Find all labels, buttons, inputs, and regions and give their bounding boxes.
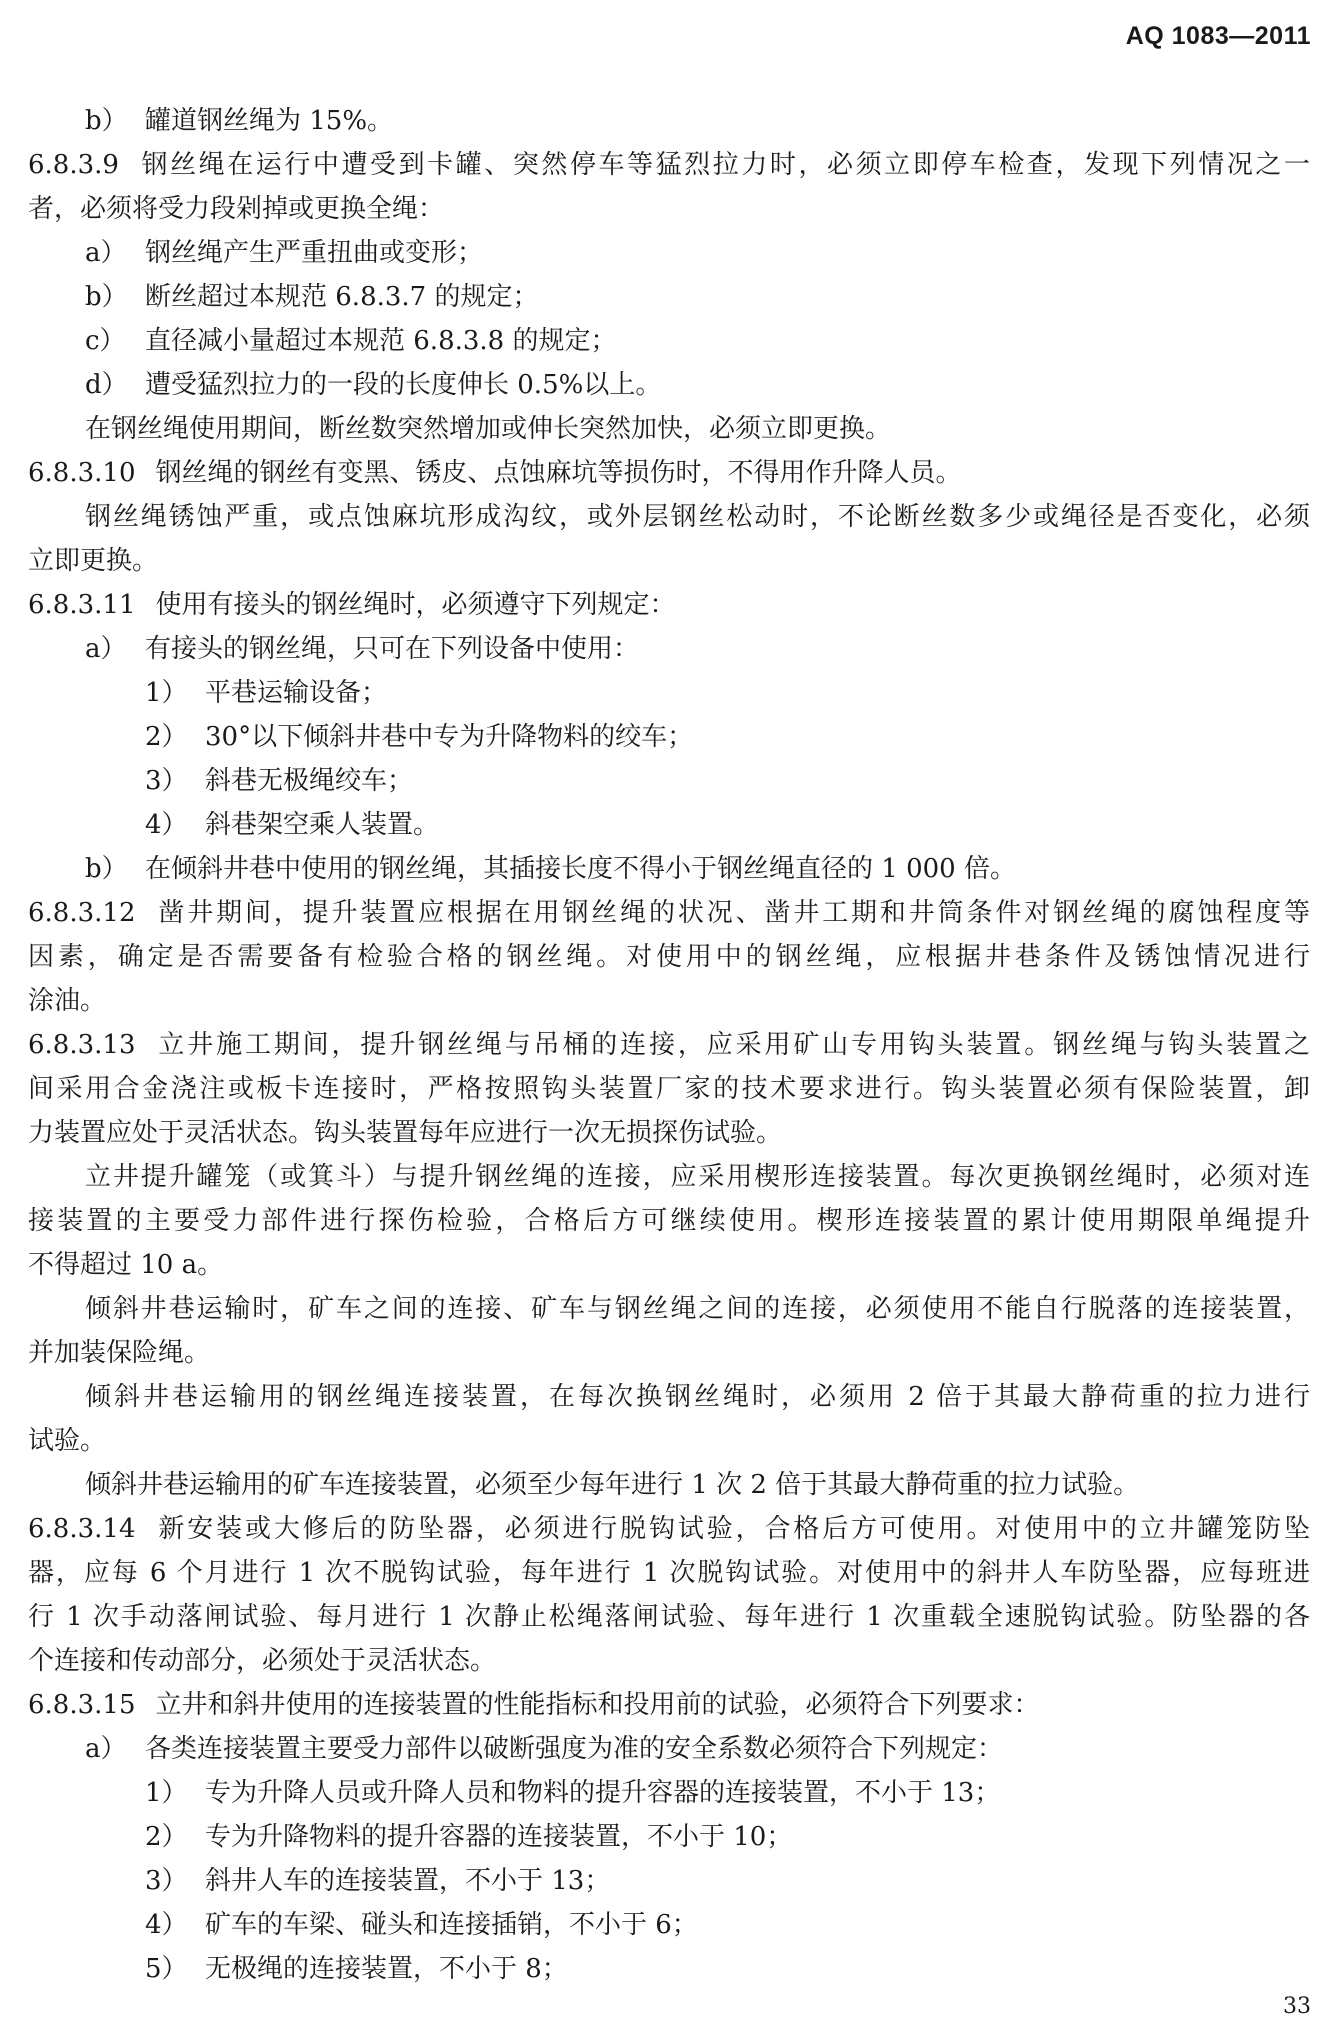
item-text: 专为升降人员或升降人员和物料的提升容器的连接装置，不小于 13； — [205, 1778, 1001, 1808]
item-label: c） — [85, 326, 126, 356]
item-text: 在倾斜井巷中使用的钢丝绳，其插接长度不得小于钢丝绳直径的 1 000 倍。 — [145, 854, 1016, 884]
list-item — [28, 759, 1310, 803]
section-number: 6.8.3.15 — [28, 1690, 136, 1720]
section-heading-line — [28, 143, 1310, 187]
item-text: 专为升降物料的提升容器的连接装置，不小于 10； — [205, 1822, 793, 1852]
item-label: 2） — [145, 722, 188, 752]
item-text: 有接头的钢丝绳，只可在下列设备中使用： — [145, 634, 640, 664]
item-label: b） — [85, 854, 128, 884]
section-heading-line — [28, 451, 1310, 495]
item-text: 斜巷架空乘人装置。 — [205, 810, 440, 840]
paragraph-text: 立井和斜井使用的连接装置的性能指标和投用前的试验，必须符合下列要求： — [155, 1690, 1040, 1720]
list-item — [28, 671, 1310, 715]
item-label: 1） — [145, 1778, 188, 1808]
paragraph-line: 试验。 — [28, 1426, 107, 1456]
section-number: 6.8.3.14 — [28, 1514, 136, 1544]
list-item — [28, 847, 1310, 891]
item-label: 2） — [145, 1822, 188, 1852]
list-item — [28, 1727, 1310, 1771]
paragraph-line: 器，应每 6 个月进行 1 次不脱钩试验，每年进行 1 次脱钩试验。对使用中的斜井人车防坠器，应每班进 — [28, 1558, 1310, 1588]
paragraph-line: 立即更换。 — [28, 546, 159, 576]
item-text: 30°以下倾斜井巷中专为升降物料的绞车； — [205, 722, 694, 752]
section-heading-line — [28, 1683, 1310, 1727]
paragraph-line: 间采用合金浇注或板卡连接时，严格按照钩头装置厂家的技术要求进行。钩头装置必须有保险装置，卸 — [28, 1074, 1310, 1104]
list-item — [28, 231, 1310, 275]
item-label: b） — [85, 106, 128, 136]
item-text: 斜井人车的连接装置，不小于 13； — [205, 1866, 611, 1896]
item-label: 5） — [145, 1954, 188, 1984]
item-label: 3） — [145, 766, 188, 796]
item-label: b） — [85, 282, 128, 312]
paragraph-line: 行 1 次手动落闸试验、每月进行 1 次静止松绳落闸试验、每年进行 1 次重载全速脱钩试验。防坠器的各 — [28, 1602, 1310, 1632]
paragraph-line: 倾斜井巷运输时，矿车之间的连接、矿车与钢丝绳之间的连接，必须使用不能自行脱落的连接装置， — [85, 1294, 1310, 1324]
section-number: 6.8.3.11 — [28, 590, 136, 620]
item-text: 矿车的车梁、碰头和连接插销，不小于 6； — [205, 1910, 698, 1940]
paragraph-line: 接装置的主要受力部件进行探伤检验，合格后方可继续使用。楔形连接装置的累计使用期限单绳提升 — [28, 1206, 1310, 1236]
paragraph-line: 不得超过 10 a。 — [28, 1250, 224, 1280]
item-text: 平巷运输设备； — [205, 678, 388, 708]
section-number: 6.8.3.13 — [28, 1030, 136, 1060]
paragraph-line: 者，必须将受力段剁掉或更换全绳： — [28, 194, 445, 224]
section-number: 6.8.3.9 — [28, 150, 119, 180]
item-label: a） — [85, 1734, 127, 1764]
list-item — [28, 1947, 1310, 1991]
paragraph-line: 涂油。 — [28, 986, 107, 1016]
document-code-header: AQ 1083—2011 — [1125, 22, 1311, 50]
item-text: 罐道钢丝绳为 15%。 — [145, 106, 394, 136]
list-item — [28, 99, 1310, 143]
item-text: 钢丝绳产生严重扭曲或变形； — [145, 238, 484, 268]
list-item — [28, 363, 1310, 407]
paragraph-line: 在钢丝绳使用期间，断丝数突然增加或伸长突然加快，必须立即更换。 — [85, 414, 892, 444]
paragraph-text: 钢丝绳在运行中遭受到卡罐、突然停车等猛烈拉力时，必须立即停车检查，发现下列情况之一 — [138, 150, 1310, 180]
item-label: 3） — [145, 1866, 188, 1896]
paragraph-text: 使用有接头的钢丝绳时，必须遵守下列规定： — [155, 590, 676, 620]
list-item — [28, 1815, 1310, 1859]
list-item — [28, 803, 1310, 847]
section-heading-line — [28, 1023, 1310, 1067]
section-heading-line — [28, 583, 1310, 627]
list-item — [28, 319, 1310, 363]
section-number: 6.8.3.12 — [28, 898, 136, 928]
item-label: 1） — [145, 678, 188, 708]
list-item — [28, 715, 1310, 759]
section-heading-line — [28, 891, 1310, 935]
list-item — [28, 627, 1310, 671]
paragraph-text: 钢丝绳的钢丝有变黑、锈皮、点蚀麻坑等损伤时，不得用作升降人员。 — [155, 458, 962, 488]
list-item — [28, 1903, 1310, 1947]
item-label: 4） — [145, 810, 188, 840]
item-text: 断丝超过本规范 6.8.3.7 的规定； — [145, 282, 539, 312]
item-label: 4） — [145, 1910, 188, 1940]
paragraph-line: 并加装保险绳。 — [28, 1338, 211, 1368]
paragraph-line: 个连接和传动部分，必须处于灵活状态。 — [28, 1646, 497, 1676]
paragraph-line: 倾斜井巷运输用的矿车连接装置，必须至少每年进行 1 次 2 倍于其最大静荷重的拉力试验。 — [85, 1470, 1140, 1500]
item-text: 各类连接装置主要受力部件以破断强度为准的安全系数必须符合下列规定： — [145, 1734, 1004, 1764]
item-text: 斜巷无极绳绞车； — [205, 766, 414, 796]
page-number: 33 — [1283, 1994, 1311, 2019]
item-text: 遭受猛烈拉力的一段的长度伸长 0.5%以上。 — [145, 370, 662, 400]
paragraph-line: 立井提升罐笼（或箕斗）与提升钢丝绳的连接，应采用楔形连接装置。每次更换钢丝绳时，必须对连 — [85, 1162, 1310, 1192]
section-number: 6.8.3.10 — [28, 458, 136, 488]
item-label: a） — [85, 634, 127, 664]
list-item — [28, 275, 1310, 319]
paragraph-line: 力装置应处于灵活状态。钩头装置每年应进行一次无损探伤试验。 — [28, 1118, 783, 1148]
paragraph-text: 凿井期间，提升装置应根据在用钢丝绳的状况、凿井工期和井筒条件对钢丝绳的腐蚀程度等 — [155, 898, 1310, 928]
list-item — [28, 1859, 1310, 1903]
list-item — [28, 1771, 1310, 1815]
item-text: 无极绳的连接装置，不小于 8； — [205, 1954, 568, 1984]
paragraph-text: 新安装或大修后的防坠器，必须进行脱钩试验，合格后方可使用。对使用中的立井罐笼防坠 — [155, 1514, 1310, 1544]
paragraph-line: 钢丝绳锈蚀严重，或点蚀麻坑形成沟纹，或外层钢丝松动时，不论断丝数多少或绳径是否变化，必须 — [85, 502, 1310, 532]
paragraph-line: 倾斜井巷运输用的钢丝绳连接装置，在每次换钢丝绳时，必须用 2 倍于其最大静荷重的拉力进行 — [85, 1382, 1310, 1412]
document-body — [28, 99, 1310, 1991]
item-label: d） — [85, 370, 128, 400]
item-text: 直径减小量超过本规范 6.8.3.8 的规定； — [145, 326, 617, 356]
paragraph-text: 立井施工期间，提升钢丝绳与吊桶的连接，应采用矿山专用钩头装置。钢丝绳与钩头装置之 — [155, 1030, 1310, 1060]
section-heading-line — [28, 1507, 1310, 1551]
paragraph-line: 因素，确定是否需要备有检验合格的钢丝绳。对使用中的钢丝绳，应根据井巷条件及锈蚀情况进行 — [28, 942, 1310, 972]
item-label: a） — [85, 238, 127, 268]
